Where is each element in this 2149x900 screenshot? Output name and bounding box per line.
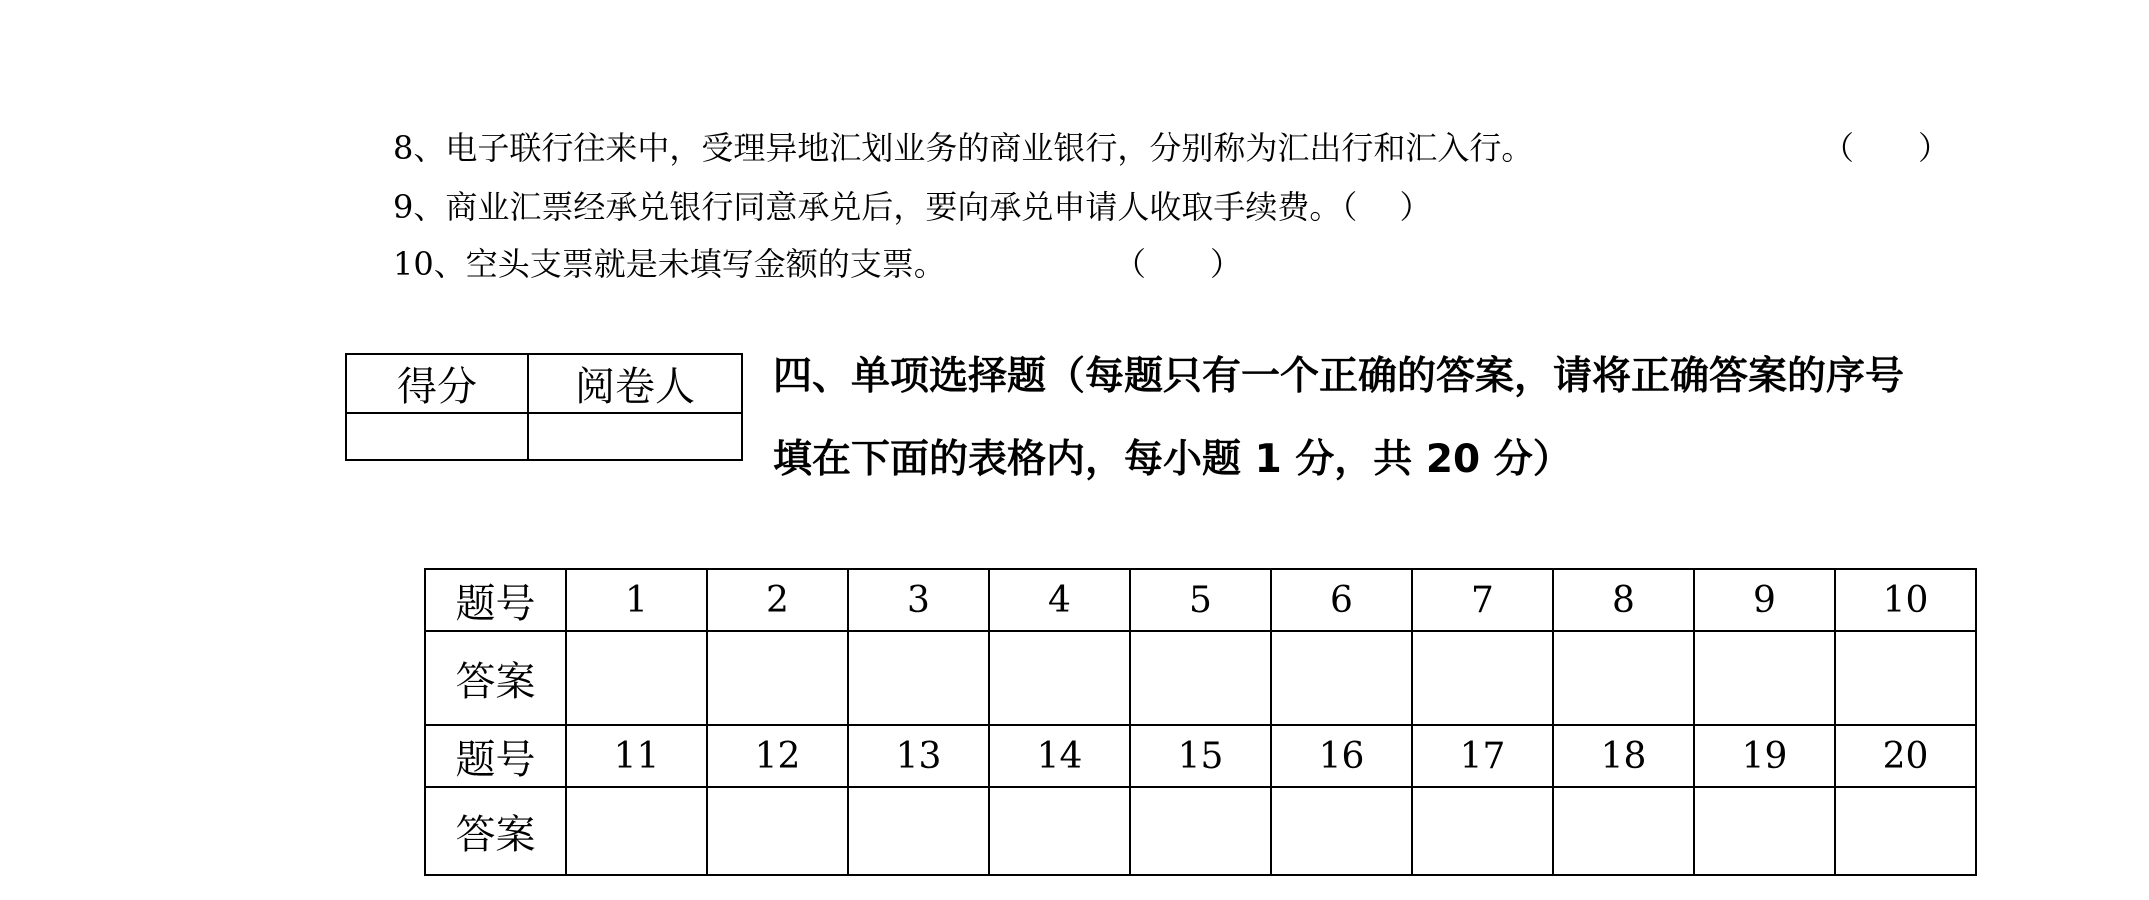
answer-cell[interactable]: [1694, 631, 1835, 725]
question-9: 9、商业汇票经承兑银行同意承兑后，要向承兑申请人收取手续费。（ ）: [393, 188, 1432, 226]
question-number-cell: 1: [566, 569, 707, 631]
question-10-answer-parens: （ ）: [1114, 245, 1243, 283]
question-number-cell: 12: [707, 725, 848, 787]
question-number-cell: 11: [566, 725, 707, 787]
question-number-cell: 16: [1271, 725, 1412, 787]
answer-cell[interactable]: [848, 787, 989, 875]
answer-row-label: 答案: [425, 787, 566, 875]
answer-cell[interactable]: [1412, 787, 1553, 875]
answer-cell[interactable]: [566, 631, 707, 725]
question-number-cell: 7: [1412, 569, 1553, 631]
answer-cell[interactable]: [1130, 631, 1271, 725]
answer-cell[interactable]: [1553, 631, 1694, 725]
question-number-cell: 10: [1835, 569, 1976, 631]
answer-cell[interactable]: [848, 631, 989, 725]
question-number-cell: 19: [1694, 725, 1835, 787]
question-10: 10、空头支票就是未填写金额的支票。: [393, 245, 946, 283]
grader-header: 阅卷人: [528, 354, 742, 413]
section-title-line-1: 四、单项选择题（每题只有一个正确的答案，请将正确答案的序号: [773, 354, 1905, 399]
question-number-cell: 18: [1553, 725, 1694, 787]
answer-cell[interactable]: [989, 787, 1130, 875]
question-number-cell: 3: [848, 569, 989, 631]
section-title-line-2: 填在下面的表格内，每小题 1 分，共 20 分）: [773, 437, 1572, 482]
question-number-cell: 6: [1271, 569, 1412, 631]
answer-cell[interactable]: [1412, 631, 1553, 725]
number-row-label: 题号: [425, 569, 566, 631]
question-number-cell: 20: [1835, 725, 1976, 787]
answer-cell[interactable]: [1130, 787, 1271, 875]
question-number-cell: 14: [989, 725, 1130, 787]
score-cell[interactable]: [346, 413, 528, 460]
number-row-label: 题号: [425, 725, 566, 787]
question-number-cell: 17: [1412, 725, 1553, 787]
answer-table: [424, 568, 1977, 876]
question-number-cell: 9: [1694, 569, 1835, 631]
score-box: [345, 353, 743, 461]
score-header: 得分: [346, 354, 528, 413]
answer-cell[interactable]: [566, 787, 707, 875]
answer-cell[interactable]: [1835, 787, 1976, 875]
question-8-answer-parens: （ ）: [1822, 129, 1951, 167]
question-number-cell: 5: [1130, 569, 1271, 631]
question-8: 8、电子联行往来中，受理异地汇划业务的商业银行，分别称为汇出行和汇入行。: [393, 129, 1534, 167]
question-number-cell: 4: [989, 569, 1130, 631]
question-number-cell: 15: [1130, 725, 1271, 787]
answer-row-label: 答案: [425, 631, 566, 725]
answer-cell[interactable]: [707, 787, 848, 875]
question-number-cell: 13: [848, 725, 989, 787]
answer-cell[interactable]: [1694, 787, 1835, 875]
answer-cell[interactable]: [1271, 631, 1412, 725]
answer-cell[interactable]: [989, 631, 1130, 725]
question-number-cell: 8: [1553, 569, 1694, 631]
grader-cell[interactable]: [528, 413, 742, 460]
answer-cell[interactable]: [1553, 787, 1694, 875]
question-number-cell: 2: [707, 569, 848, 631]
answer-cell[interactable]: [707, 631, 848, 725]
answer-cell[interactable]: [1271, 787, 1412, 875]
answer-cell[interactable]: [1835, 631, 1976, 725]
